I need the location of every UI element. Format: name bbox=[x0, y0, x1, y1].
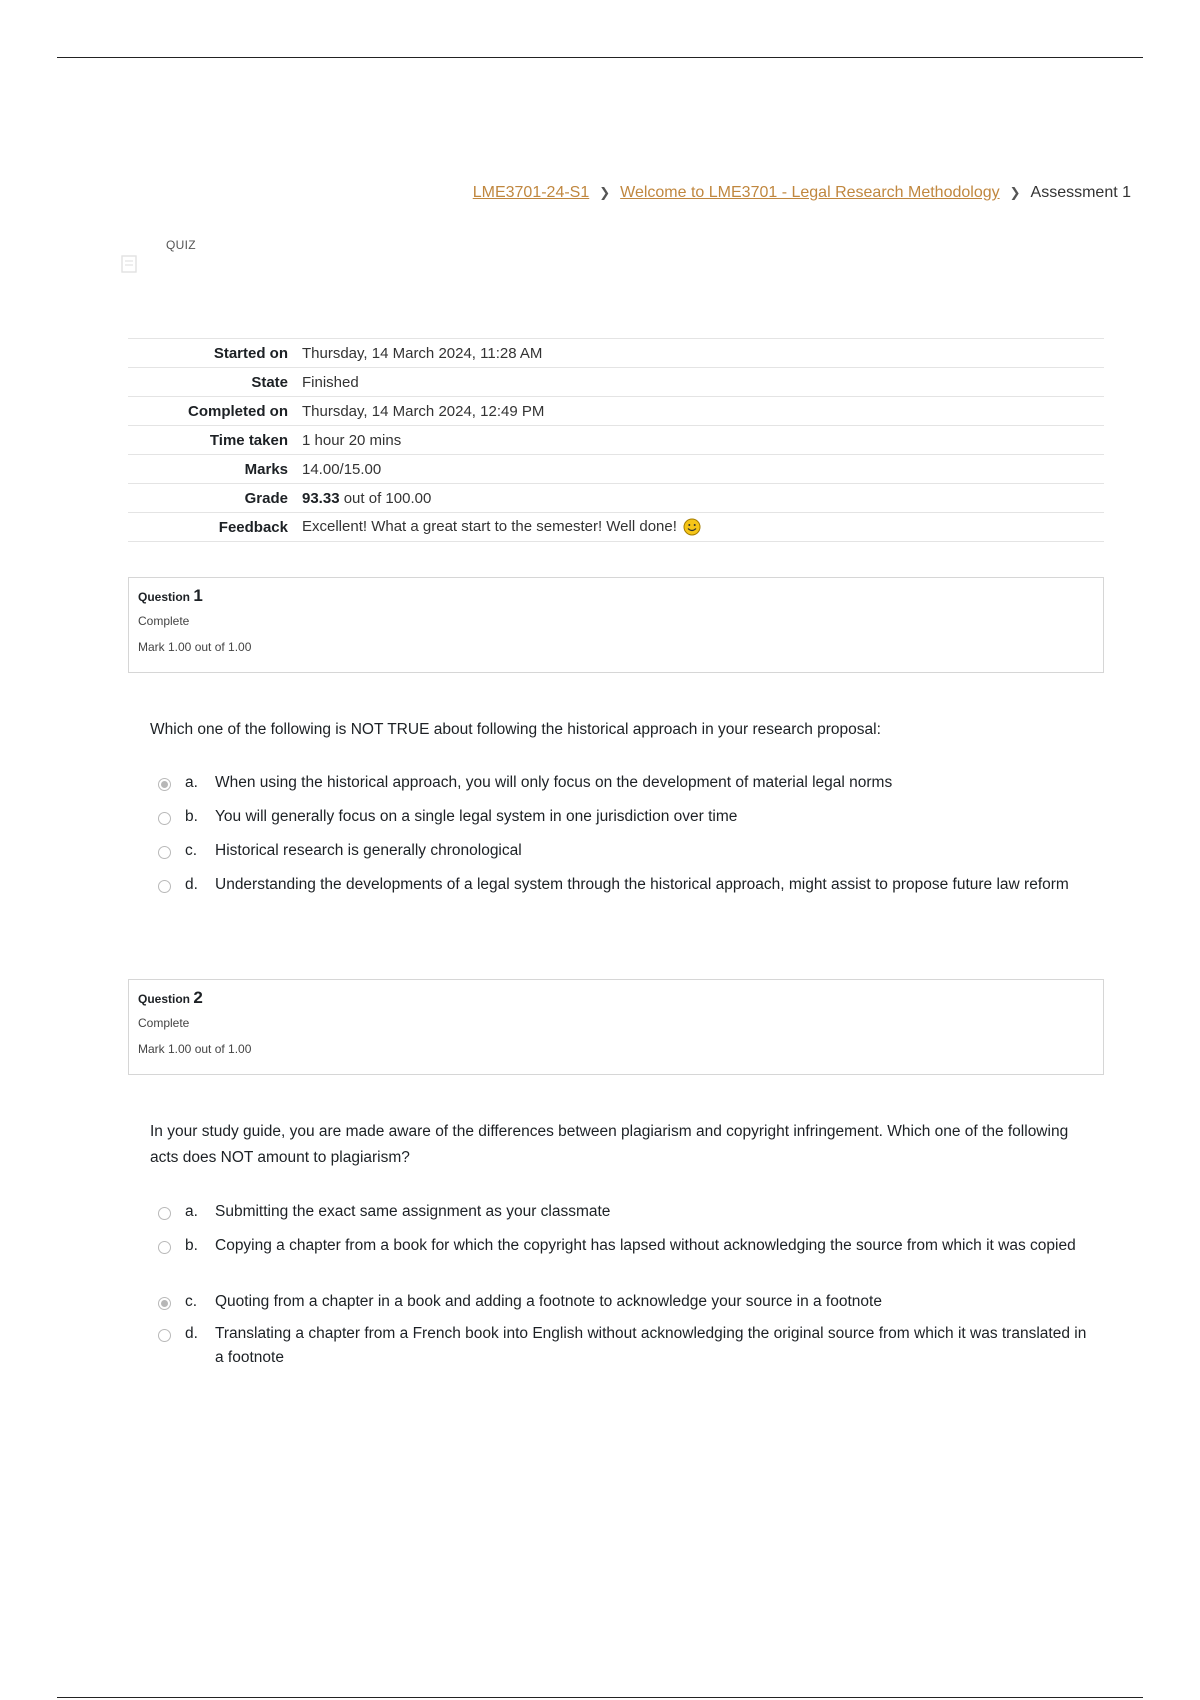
answer-text: Understanding the developments of a legal system through the historical approach, might assist to propose future law reform bbox=[215, 876, 1069, 893]
answer-letter: b. bbox=[185, 1237, 198, 1254]
radio-button[interactable] bbox=[158, 812, 171, 825]
answer-text: Quoting from a chapter in a book and adding a footnote to acknowledge your source in a footnote bbox=[215, 1293, 882, 1310]
summary-label: Started on bbox=[213, 344, 288, 362]
radio-button[interactable] bbox=[158, 1297, 171, 1310]
question-mark: Mark 1.00 out of 1.00 bbox=[138, 1042, 252, 1056]
summary-row-started bbox=[128, 339, 1104, 368]
breadcrumb-link-section[interactable]: Welcome to LME3701 - Legal Research Methodology bbox=[620, 184, 1000, 201]
radio-button[interactable] bbox=[158, 880, 171, 893]
smiley-icon bbox=[683, 518, 701, 536]
chevron-right-icon: ❯ bbox=[1009, 185, 1021, 200]
answer-text: Copying a chapter from a book for which the copyright has lapsed without acknowledging the source from which it was copied bbox=[215, 1237, 1076, 1254]
question-number-value: 2 bbox=[193, 988, 203, 1007]
summary-label: Completed on bbox=[188, 402, 288, 420]
grade-score: 93.33 bbox=[302, 489, 340, 507]
breadcrumb bbox=[473, 184, 1131, 202]
question-number-value: 1 bbox=[193, 586, 203, 605]
question-text: In your study guide, you are made aware of the differences between plagiarism and copyright infringement. Which one of the following acts does NOT amount to plagiarism? bbox=[150, 1123, 1069, 1166]
summary-row-state bbox=[128, 368, 1104, 397]
summary-value: Finished bbox=[302, 373, 359, 391]
question-label: Question bbox=[138, 590, 191, 604]
quiz-label: QUIZ bbox=[166, 238, 196, 252]
summary-row-feedback bbox=[128, 513, 1104, 542]
answer-list bbox=[158, 1200, 1088, 1370]
answer-option[interactable] bbox=[158, 1322, 1088, 1370]
answer-text: Historical research is generally chronological bbox=[215, 842, 522, 859]
summary-label: Grade bbox=[244, 489, 288, 507]
question-state: Complete bbox=[138, 1016, 190, 1030]
summary-row-time-taken bbox=[128, 426, 1104, 455]
radio-button[interactable] bbox=[158, 1241, 171, 1254]
feedback-text: Excellent! What a great start to the semester! Well done! bbox=[302, 517, 677, 535]
answer-option[interactable] bbox=[158, 1200, 1088, 1234]
radio-button[interactable] bbox=[158, 1329, 171, 1342]
radio-button[interactable] bbox=[158, 778, 171, 791]
answer-option[interactable] bbox=[158, 873, 1088, 897]
summary-label: Marks bbox=[244, 460, 288, 478]
summary-value: 14.00/15.00 bbox=[302, 460, 382, 478]
answer-option[interactable] bbox=[158, 1290, 1088, 1322]
summary-label: Time taken bbox=[209, 431, 288, 449]
question-mark: Mark 1.00 out of 1.00 bbox=[138, 640, 252, 654]
grade-total: out of 100.00 bbox=[339, 489, 432, 507]
answer-letter: d. bbox=[185, 876, 198, 893]
answer-letter: a. bbox=[185, 1203, 198, 1220]
summary-value: Thursday, 14 March 2024, 12:49 PM bbox=[302, 402, 545, 420]
answer-letter: a. bbox=[185, 774, 198, 791]
summary-row-grade bbox=[128, 484, 1104, 513]
radio-button[interactable] bbox=[158, 846, 171, 859]
summary-row-marks bbox=[128, 455, 1104, 484]
summary-label: Feedback bbox=[218, 518, 288, 536]
answer-letter: b. bbox=[185, 808, 198, 825]
question-info-box bbox=[128, 577, 1104, 673]
summary-value: Thursday, 14 March 2024, 11:28 AM bbox=[302, 344, 543, 362]
answer-option[interactable] bbox=[158, 1234, 1088, 1290]
question-text: Which one of the following is NOT TRUE about following the historical approach in your research proposal: bbox=[150, 721, 881, 738]
answer-option[interactable] bbox=[158, 771, 1088, 805]
answer-letter: c. bbox=[185, 842, 198, 859]
attempt-summary-table bbox=[128, 338, 1104, 542]
answer-list bbox=[158, 771, 1088, 897]
answer-text: You will generally focus on a single legal system in one jurisdiction over time bbox=[215, 808, 738, 825]
breadcrumb-link-course[interactable]: LME3701-24-S1 bbox=[472, 184, 590, 201]
answer-letter: c. bbox=[185, 1293, 198, 1310]
summary-label: State bbox=[251, 373, 288, 391]
answer-text: When using the historical approach, you will only focus on the development of material legal norms bbox=[215, 774, 893, 791]
summary-value bbox=[302, 513, 1104, 542]
answer-option[interactable] bbox=[158, 839, 1088, 873]
answer-option[interactable] bbox=[158, 805, 1088, 839]
question-number bbox=[138, 988, 1094, 1008]
question-state: Complete bbox=[138, 614, 190, 628]
chevron-right-icon: ❯ bbox=[599, 185, 611, 200]
question-label: Question bbox=[138, 992, 191, 1006]
breadcrumb-current: Assessment 1 bbox=[1030, 184, 1131, 201]
radio-button[interactable] bbox=[158, 1207, 171, 1220]
top-rule bbox=[57, 57, 1143, 58]
quiz-icon bbox=[120, 254, 140, 274]
summary-value bbox=[302, 484, 1104, 513]
bottom-rule bbox=[57, 1697, 1143, 1698]
summary-row-completed bbox=[128, 397, 1104, 426]
answer-letter: d. bbox=[185, 1325, 198, 1342]
summary-value: 1 hour 20 mins bbox=[302, 431, 402, 449]
question-info-box bbox=[128, 979, 1104, 1075]
answer-text: Submitting the exact same assignment as your classmate bbox=[215, 1203, 611, 1220]
question-number bbox=[138, 586, 1094, 606]
answer-text: Translating a chapter from a French book into English without acknowledging the original source from which it was translated in a footnote bbox=[215, 1325, 1087, 1366]
